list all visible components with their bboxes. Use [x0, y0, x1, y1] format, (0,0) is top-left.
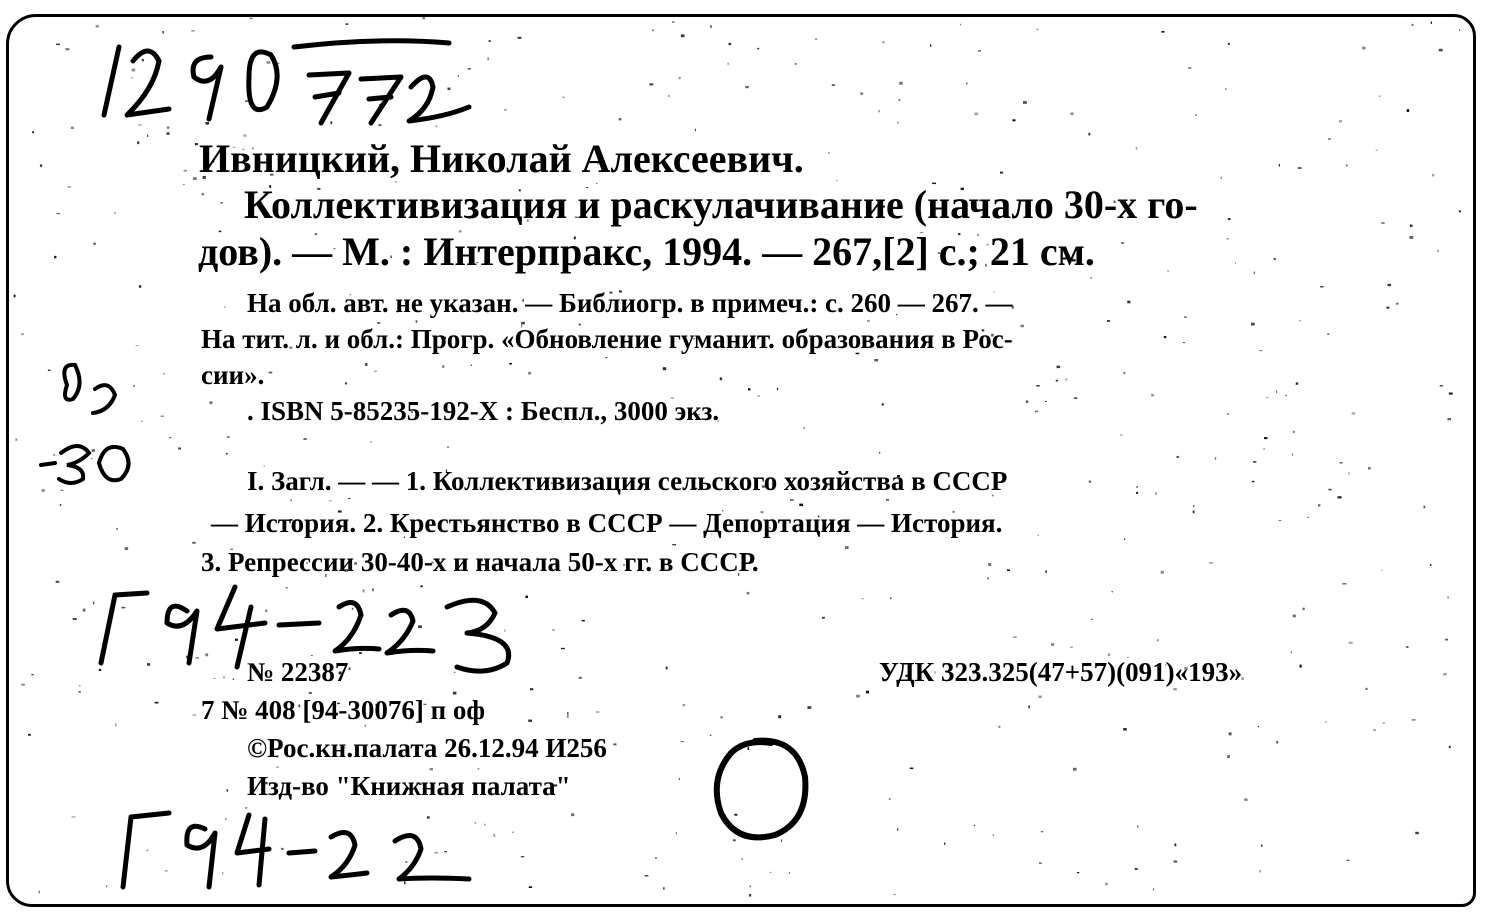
- stamp-circle: [701, 729, 831, 859]
- title-line-2: дов). — М. : Интерпракс, 1994. — 267,[2] с.; 21 см.: [198, 229, 1095, 274]
- handwritten-margin-notes: [39, 355, 149, 495]
- note-line-1: На обл. авт. не указан. — Библиогр. в примеч.: с. 260 — 267. —: [247, 288, 1013, 318]
- order-line: 7 № 408 [94-30076] п оф: [201, 695, 486, 725]
- title-line-1: Коллективизация и раскулачивание (начало 30-х го-: [244, 182, 1198, 227]
- isbn-line: . ISBN 5-85235-192-X : Беспл., 3000 экз.: [247, 396, 720, 426]
- note-line-2: На тит. л. и обл.: Прогр. «Обновление гуманит. образования в Рос-: [201, 324, 1013, 354]
- catalog-card: [6, 14, 1476, 907]
- subjects-line-2: — История. 2. Крестьянство в СССР — Депортация — История.: [211, 508, 1003, 538]
- record-number: № 22387: [247, 657, 349, 687]
- copyright-line: ©Рос.кн.палата 26.12.94 И256: [247, 733, 607, 763]
- subjects-line-1: I. Загл. — — 1. Коллективизация сельского хозяйства в СССР: [247, 466, 1008, 496]
- publisher-line: Изд-во "Книжная палата": [247, 771, 571, 801]
- udk-code: УДК 323.325(47+57)(091)«193»: [879, 657, 1243, 687]
- author-name: Ивницкий, Николай Алексеевич.: [199, 136, 804, 181]
- handwritten-call-number-top: [49, 27, 479, 137]
- subjects-line-3: 3. Репрессии 30-40-х и начала 50-х гг. в СССР.: [201, 547, 759, 577]
- handwritten-call-number-bottom: [99, 787, 499, 897]
- note-line-3: сии».: [201, 360, 265, 390]
